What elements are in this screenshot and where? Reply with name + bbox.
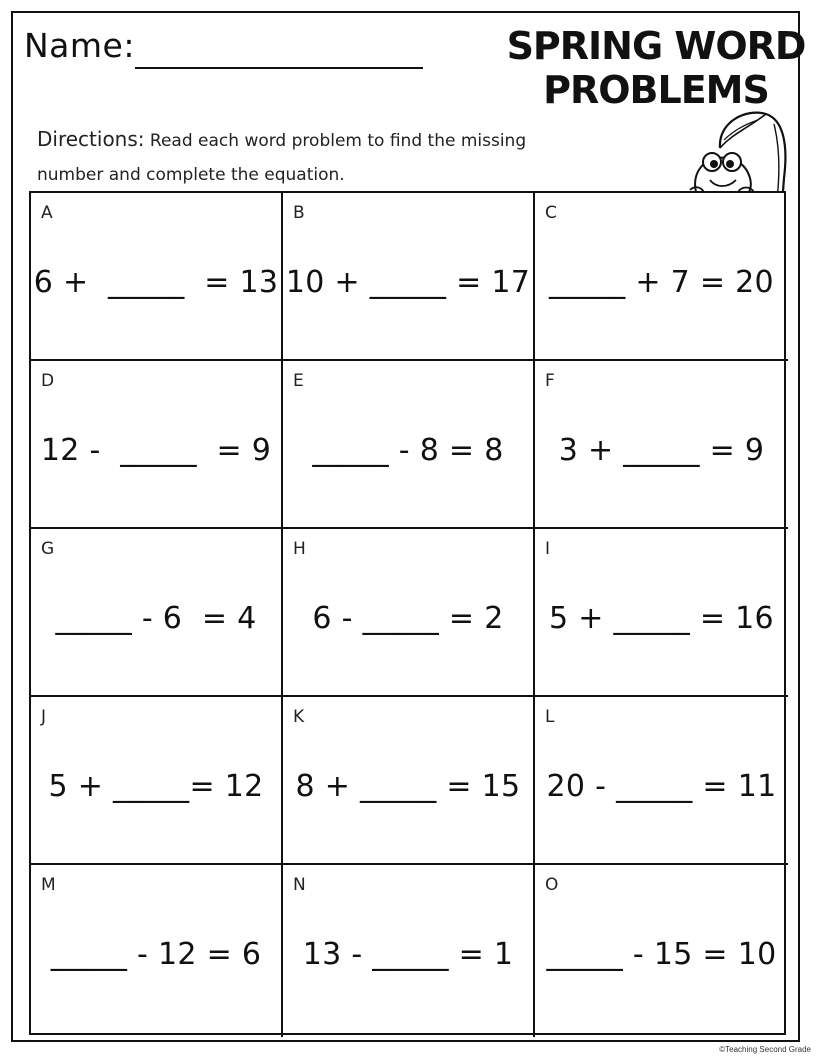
problem-card <box>535 193 788 361</box>
problem-letter: K <box>293 707 305 727</box>
problem-card <box>535 697 788 865</box>
problem-equation[interactable]: _____ + 7 = 20 <box>549 265 774 300</box>
problem-card <box>283 529 535 697</box>
problem-card <box>31 193 283 361</box>
problems-grid <box>29 191 786 1035</box>
problem-equation[interactable]: 6 + _____ = 13 <box>33 265 279 300</box>
problem-letter: O <box>545 875 559 895</box>
copyright-credit: ©Teaching Second Grade <box>719 1045 811 1054</box>
title-line-1: SPRING WORD <box>506 24 806 68</box>
problem-letter: H <box>293 539 306 559</box>
directions <box>37 122 577 192</box>
problem-letter: D <box>41 371 55 391</box>
problem-letter: N <box>293 875 306 895</box>
problem-card <box>31 361 283 529</box>
problem-equation[interactable]: 10 + _____ = 17 <box>285 265 531 300</box>
problem-equation[interactable]: _____ - 15 = 10 <box>546 937 777 972</box>
problem-card <box>283 865 535 1037</box>
directions-text-line-1: Read each word problem to find the missing <box>144 131 527 151</box>
problem-card <box>535 529 788 697</box>
problem-letter: G <box>41 539 55 559</box>
directions-text-line-2: number and complete the equation. <box>37 165 345 185</box>
problem-equation[interactable]: _____ - 8 = 8 <box>312 433 504 468</box>
problem-equation[interactable]: 12 - _____ = 9 <box>40 433 272 468</box>
problem-card <box>283 361 535 529</box>
name-label: Name: <box>24 26 135 65</box>
problem-equation[interactable]: 13 - _____ = 1 <box>302 937 514 972</box>
problem-card <box>283 697 535 865</box>
page-title <box>506 24 806 112</box>
problem-card <box>283 193 535 361</box>
problem-letter: C <box>545 203 557 223</box>
problem-card <box>31 697 283 865</box>
name-write-line[interactable] <box>135 67 423 69</box>
problem-equation[interactable]: 5 + _____= 12 <box>48 769 264 804</box>
problem-letter: B <box>293 203 305 223</box>
problem-letter: A <box>41 203 53 223</box>
problem-equation[interactable]: _____ - 6 = 4 <box>55 601 257 636</box>
problem-letter: L <box>545 707 555 727</box>
problem-equation[interactable]: 6 - _____ = 2 <box>312 601 504 636</box>
problem-card <box>535 865 788 1037</box>
problem-card <box>535 361 788 529</box>
directions-heading: Directions: <box>37 127 145 151</box>
problem-card <box>31 865 283 1037</box>
problem-equation[interactable]: 5 + _____ = 16 <box>549 601 774 636</box>
problem-letter: F <box>545 371 555 391</box>
problem-letter: J <box>41 707 47 727</box>
problem-letter: E <box>293 371 304 391</box>
problem-equation[interactable]: 3 + _____ = 9 <box>558 433 765 468</box>
problem-letter: M <box>41 875 56 895</box>
title-line-2: PROBLEMS <box>543 68 769 112</box>
problem-equation[interactable]: 8 + _____ = 15 <box>295 769 521 804</box>
problem-equation[interactable]: 20 - _____ = 11 <box>546 769 777 804</box>
problem-equation[interactable]: _____ - 12 = 6 <box>50 937 262 972</box>
problem-letter: I <box>545 539 551 559</box>
problem-card <box>31 529 283 697</box>
